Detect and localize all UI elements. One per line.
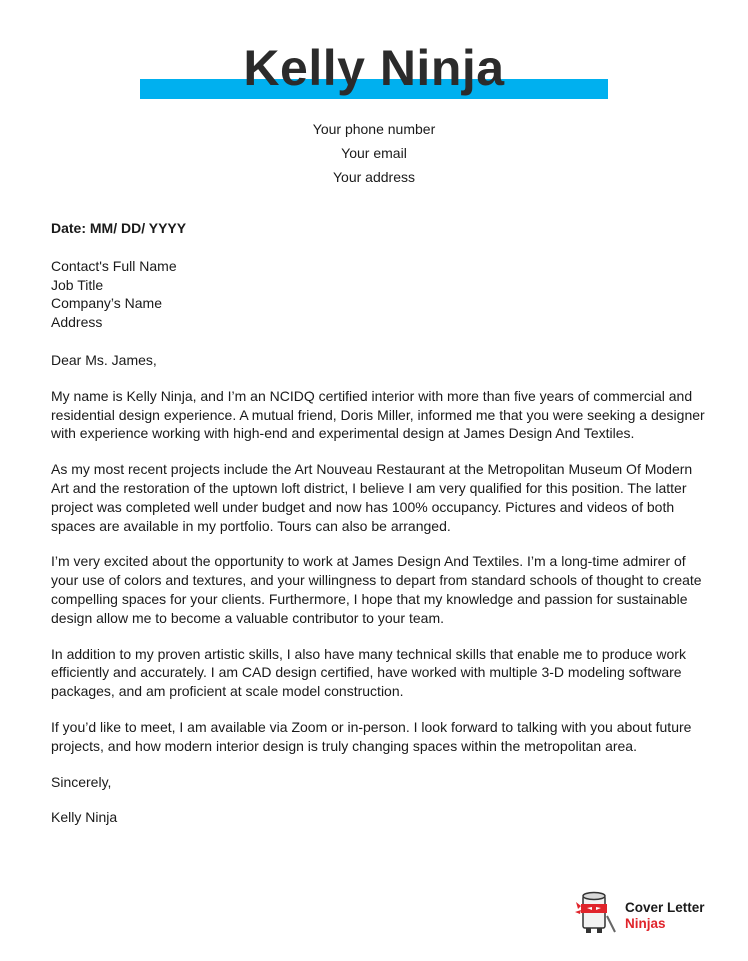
paragraph: I’m very excited about the opportunity to work at James Design And Textiles. I’m a long-time admirer of your use of colors and textures, and your willingness to depart from standard schools of thought to create compelling spaces for your clients. Furthermore, I hope that my knowledge and passion for sustainable design allow me to become a valuable contributor to your team. xyxy=(51,553,702,626)
closing: Sincerely, xyxy=(51,773,112,790)
ninja-mascot-icon xyxy=(575,890,617,936)
recipient-company: Company’s Name xyxy=(51,295,163,312)
cover-letter-ninjas-logo xyxy=(575,890,725,938)
applicant-name: Kelly Ninja xyxy=(243,40,505,96)
signature: Kelly Ninja xyxy=(51,809,118,826)
contact-email: Your email xyxy=(341,145,407,161)
contact-phone: Your phone number xyxy=(312,121,436,137)
paragraph: If you’d like to meet, I am available via Zoom or in-person. I look forward to talking with you about future projects, and how modern interior design is truly changing spaces within the metropolitan area. xyxy=(51,718,692,754)
recipient-job-title: Job Title xyxy=(51,276,104,293)
recipient-address: Address xyxy=(51,314,103,331)
logo-text-line2: Ninjas xyxy=(625,916,666,931)
contact-info xyxy=(0,117,748,189)
recipient-full-name: Contact's Full Name xyxy=(51,257,177,274)
paragraph: My name is Kelly Ninja, and I’m an NCIDQ certified interior with more than five years of commercial and residential design experience. A mutual friend, Doris Miller, informed me that you were seeking a designer with experience working with high-end and experimental design at James Design And Textiles. xyxy=(51,387,705,442)
letter-date: Date: MM/ DD/ YYYY xyxy=(51,220,187,236)
recipient-block xyxy=(51,257,711,332)
contact-address: Your address xyxy=(333,169,415,185)
letter-body xyxy=(51,219,711,844)
paragraph: In addition to my proven artistic skills, I also have many technical skills that enable me to produce work efficiently and accurately. I am CAD design certified, have worked with multiple 3-D modeling software packages, and am proficient at scale model construction. xyxy=(51,645,686,700)
salutation: Dear Ms. James, xyxy=(51,351,157,368)
paragraph: As my most recent projects include the Art Nouveau Restaurant at the Metropolitan Museum Of Modern Art and the restoration of the uptown loft district, I believe I am very qualified for this position. The latter project was completed well under budget and now has 100% occupancy. Pictures and videos of both spaces are available in my portfolio. Tours can also be arranged. xyxy=(51,461,693,534)
logo-text-line1: Cover Letter xyxy=(625,900,705,915)
letter-header xyxy=(0,0,748,110)
